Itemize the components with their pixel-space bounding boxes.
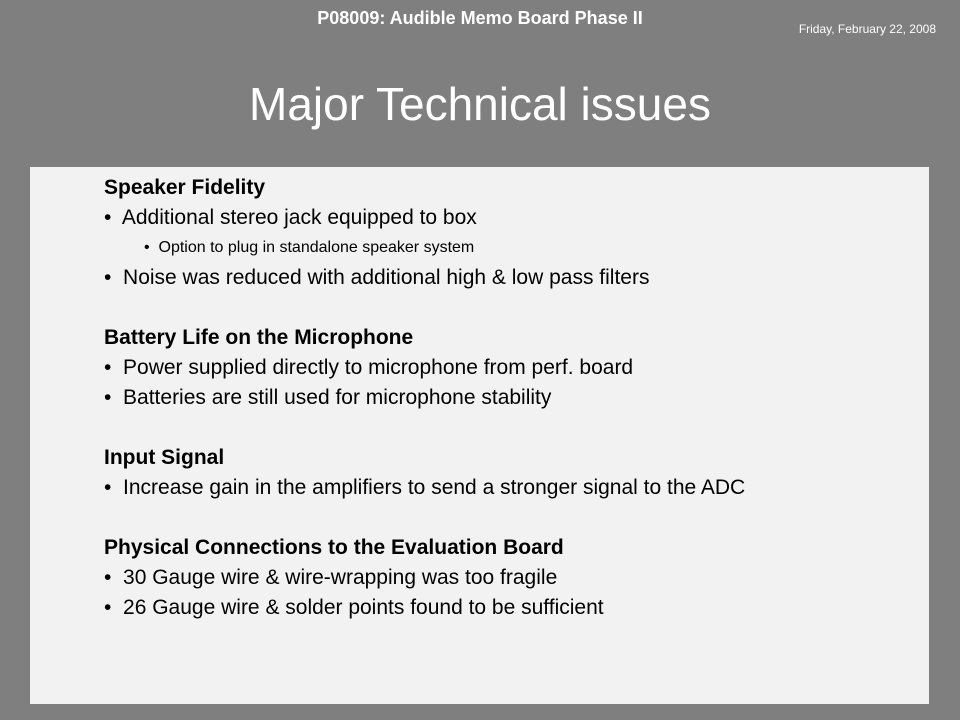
section-heading: Input Signal	[104, 446, 225, 469]
sub-bullet-list	[104, 233, 929, 263]
section-heading: Speaker Fidelity	[104, 176, 266, 199]
bullet-list	[104, 473, 929, 503]
bullet-item	[104, 263, 929, 293]
section-input-signal	[104, 443, 929, 503]
sub-bullet-item: • Option to plug in standalone speaker system	[144, 233, 929, 263]
bullet-list	[104, 203, 929, 293]
section-speaker-fidelity	[104, 173, 929, 293]
section-heading: Physical Connections to the Evaluation Board	[104, 536, 564, 559]
bullet-text: Noise was reduced with additional high & low pass filters	[123, 266, 650, 289]
bullet-item	[104, 353, 929, 383]
slide-title: Major Technical issues	[249, 78, 711, 130]
bullet-list	[104, 353, 929, 413]
bullet-text: 30 Gauge wire & wire-wrapping was too fragile	[123, 566, 558, 589]
bullet-item	[104, 383, 929, 413]
bullet-item	[104, 203, 929, 263]
bullet-text: Batteries are still used for microphone stability	[123, 386, 552, 409]
bullet-text: Increase gain in the amplifiers to send a stronger signal to the ADC	[123, 476, 746, 499]
section-heading: Battery Life on the Microphone	[104, 326, 414, 349]
content-panel	[30, 167, 929, 704]
bullet-item	[104, 563, 929, 593]
bullet-text: Power supplied directly to microphone from perf. board	[123, 356, 634, 379]
bullet-text: 26 Gauge wire & solder points found to be sufficient	[123, 596, 604, 619]
bullet-item	[104, 593, 929, 623]
presentation-header-title: P08009: Audible Memo Board Phase II	[317, 8, 643, 28]
section-battery-life	[104, 323, 929, 413]
bullet-item	[104, 473, 929, 503]
bullet-list	[104, 563, 929, 623]
presentation-date: Friday, February 22, 2008	[798, 22, 936, 36]
bullet-text: Additional stereo jack equipped to box	[121, 206, 477, 229]
section-physical-connections	[104, 533, 929, 623]
